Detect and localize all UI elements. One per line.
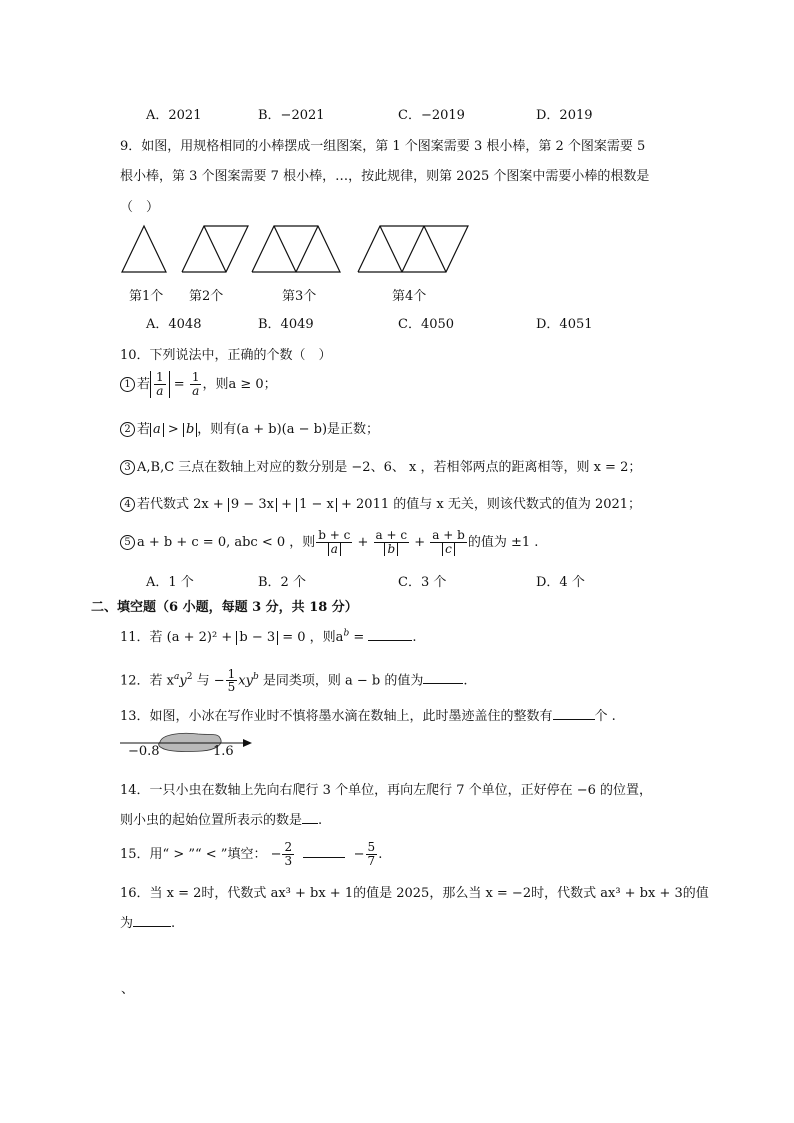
figure-label-1: 第1个 bbox=[129, 289, 164, 304]
statement-number-3: 3 bbox=[120, 460, 135, 475]
figure-label-4: 第4个 bbox=[392, 289, 427, 304]
q13-label-left: −0.8 bbox=[128, 744, 160, 759]
q10-statement-5: 5 a + b + c = 0, abc < 0 ，则 $\frac{b + c}{a}$ + $\frac{a + c}{b}$ + $\frac{a + b}{c}$ 的值为 ±1 . bbox=[120, 523, 538, 563]
q13-answer-blank[interactable] bbox=[553, 719, 595, 720]
q8-option-d: D．2019 bbox=[536, 108, 593, 123]
q12-answer-blank[interactable] bbox=[423, 683, 463, 684]
q9-line2: 根小棒，第 3 个图案需要 7 根小棒，…，按此规律，则第 2025 个图案中需要小棒的根数是 bbox=[120, 169, 650, 184]
q8-option-b: B．−2021 bbox=[258, 108, 325, 123]
q10-statement-4: 4 若代数式 2x + 9 − 3x + 1 − x + 2011 的值与 x 无关，则该代数式的值为 2021； bbox=[120, 493, 641, 512]
q16-line2: 为 . bbox=[120, 916, 176, 931]
q11-answer-blank[interactable] bbox=[368, 640, 412, 641]
figure-3-outline bbox=[252, 226, 340, 272]
q11: 11．若 (a + 2)² + b − 3 = 0 ，则$a^b$ = . bbox=[120, 628, 417, 645]
q10-option-b: B．2 个 bbox=[258, 575, 306, 590]
statement-number-5: 5 bbox=[120, 535, 135, 550]
statement-number-1: 1 bbox=[120, 377, 135, 392]
q8-option-a: A．2021 bbox=[146, 108, 202, 123]
q9-line1: 9．如图，用规格相同的小棒摆成一组图案，第 1 个图案需要 3 根小棒，第 2 个图案需要 5 bbox=[120, 139, 646, 154]
stray-mark: 、 bbox=[121, 982, 135, 997]
q14-answer-blank[interactable] bbox=[302, 823, 318, 824]
q10-stem: 10．下列说法中，正确的个数（ ） bbox=[120, 348, 332, 363]
q8-option-c: C．−2019 bbox=[398, 108, 465, 123]
q10-statement-3: 3 A,B,C 三点在数轴上对应的数分别是 −2、6、 x ，若相邻两点的距离相等，则 x = 2； bbox=[120, 456, 641, 475]
q14-line2: 则小虫的起始位置所表示的数是 . bbox=[120, 813, 323, 828]
q10-option-d: D．4 个 bbox=[536, 575, 585, 590]
section-2-heading: 二、填空题（6 小题，每题 3 分，共 18 分） bbox=[91, 600, 358, 615]
q14-line1: 14．一只小虫在数轴上先向右爬行 3 个单位，再向左爬行 7 个单位，正好停在 −6 的位置， bbox=[120, 783, 653, 798]
q9-option-a: A．4048 bbox=[146, 317, 202, 332]
statement-number-4: 4 bbox=[120, 497, 135, 512]
axis-arrow-icon bbox=[243, 739, 252, 747]
q16-answer-blank[interactable] bbox=[133, 926, 171, 927]
q10-statement-2: 2 若 a > b ，则有(a + b)(a − b)是正数； bbox=[120, 418, 379, 437]
ink-blot bbox=[159, 733, 221, 751]
q9-option-c: C．4050 bbox=[398, 317, 455, 332]
q10-option-c: C．3 个 bbox=[398, 575, 447, 590]
q9-paren: （ ） bbox=[120, 200, 160, 215]
statement-number-2: 2 bbox=[120, 422, 135, 437]
q9-option-d: D．4051 bbox=[536, 317, 593, 332]
q15: 15．用“ > ”“ < ”填空： − $\frac{2}{3}$ − $\frac{5}{7}$ . bbox=[120, 840, 383, 868]
figure-label-3: 第3个 bbox=[282, 289, 317, 304]
q10-option-a: A．1 个 bbox=[146, 575, 194, 590]
q12: 12．若 $x^ay^2$ 与 − $\frac{1}{5}$ $xy^b$ 是同类项，则 a − b 的值为 . bbox=[120, 666, 468, 695]
q13: 13．如图，小冰在写作业时不慎将墨水滴在数轴上，此时墨迹盖住的整数有 个 . bbox=[120, 709, 616, 724]
q13-label-right: 1.6 bbox=[213, 744, 234, 759]
figure-1-triangle bbox=[122, 226, 166, 272]
figure-label-2: 第2个 bbox=[189, 289, 224, 304]
q15-answer-blank[interactable] bbox=[303, 857, 345, 858]
q16-line1: 16．当 x = 2时，代数式 ax³ + bx + 1的值是 2025，那么当 x = −2时，代数式 ax³ + bx + 3的值 bbox=[120, 886, 709, 901]
q9-option-b: B．4049 bbox=[258, 317, 314, 332]
q9-triangle-figures bbox=[118, 222, 474, 276]
q10-statement-1: 1 若 $\frac{1}{a}$ = $\frac{1}{a}$ ，则a ≥ 0； bbox=[120, 370, 277, 400]
